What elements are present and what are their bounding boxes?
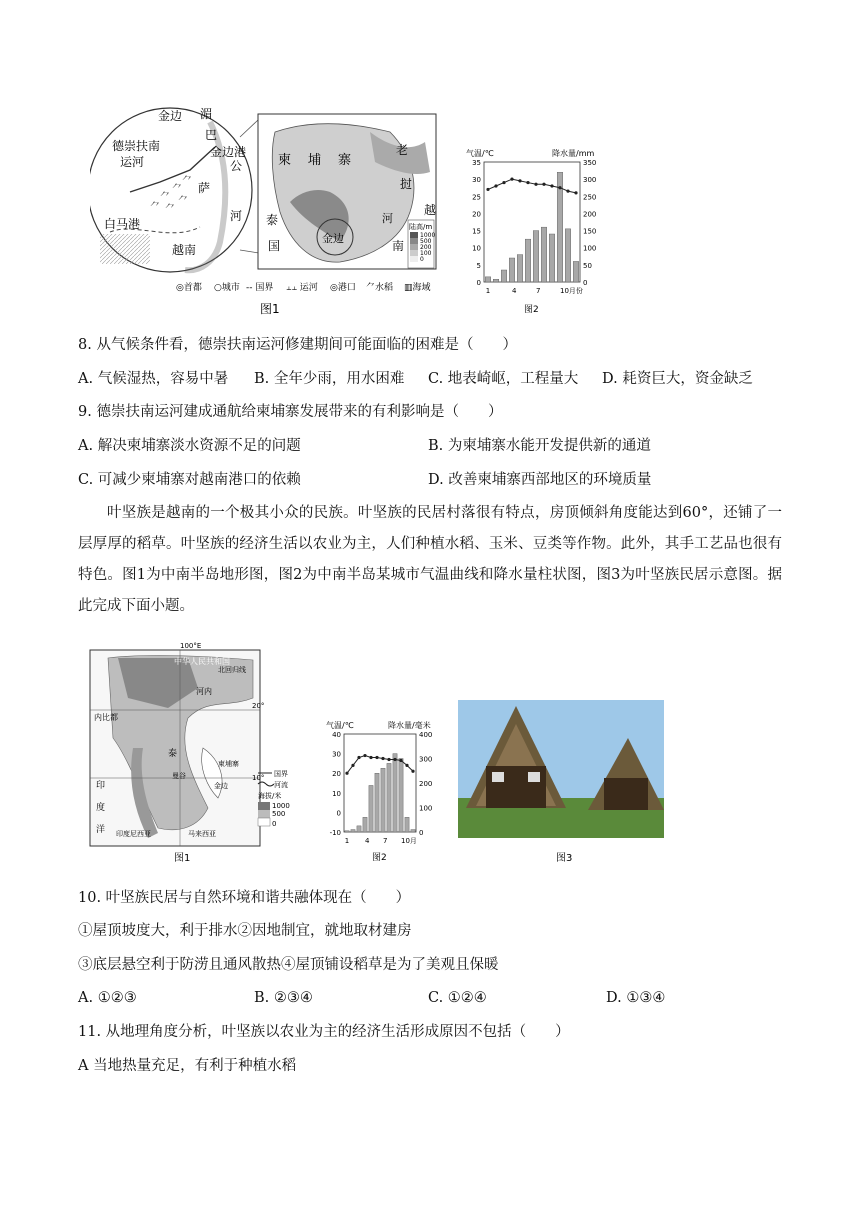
q9-option-b[interactable]: B. 为柬埔寨水能开发提供新的通道 xyxy=(428,438,651,454)
precip-bar xyxy=(381,768,385,832)
temp-point xyxy=(369,756,372,759)
map-label-yue: 越 xyxy=(424,203,437,217)
temp-point xyxy=(351,764,354,767)
map2-legend-0: 0 xyxy=(272,820,277,828)
q10-option-d[interactable]: D. ①③④ xyxy=(606,990,666,1006)
q11-option-a[interactable]: A 当地热量充足，有利于种植水稻 xyxy=(78,1058,297,1074)
q9-option-a[interactable]: A. 解决柬埔寨淡水资源不足的问题 xyxy=(78,438,301,454)
elevation-legend-value: 0 xyxy=(420,256,424,263)
month-tick-label: 1 xyxy=(344,837,350,845)
q11-stem: 11. 从地理角度分析，叶坚族以农业为主的经济生活形成原因不包括（ ） xyxy=(78,1024,570,1040)
temp-point xyxy=(345,772,348,775)
map-legend-rice: ⺈水稻 xyxy=(366,283,394,293)
temp-tick-label: 40 xyxy=(332,731,341,739)
temp-point xyxy=(550,184,553,187)
q8-option-a[interactable]: A. 气候湿热，容易中暑 xyxy=(78,371,229,387)
month-tick-label: 10月份 xyxy=(560,287,583,295)
month-tick-label: 4 xyxy=(365,837,370,845)
map-label-he: 河 xyxy=(382,212,393,225)
temp-point xyxy=(518,179,521,182)
precip-tick-label: 350 xyxy=(583,159,597,167)
map-label-jian: 柬 xyxy=(278,153,292,168)
precip-bar xyxy=(573,261,579,282)
map2-legend-elevation: 海拔/米 xyxy=(258,792,282,800)
map2-label-hanoi: 河内 xyxy=(196,687,212,696)
precip-tick-label: 200 xyxy=(419,780,433,788)
figure-group2-chart xyxy=(320,716,446,870)
temp-point xyxy=(542,183,545,186)
map2-label-yin: 印 xyxy=(96,781,106,791)
temp-tick-label: -10 xyxy=(329,829,341,837)
map2-label-china: 中华人民共和国 xyxy=(174,657,230,666)
temp-tick-label: 5 xyxy=(476,261,481,270)
temp-tick-label: 25 xyxy=(472,193,481,202)
map-label-pu: 埔 xyxy=(308,153,322,168)
map2-label-cambodia: 柬埔寨 xyxy=(218,760,239,768)
figure-1-caption: 图1 xyxy=(260,302,280,316)
map-label-nan: 南 xyxy=(392,239,405,253)
precip-tick-label: 250 xyxy=(583,193,597,202)
q10-statement-1: ①屋顶坡度大，利于排水②因地制宜，就地取材建房 xyxy=(78,923,412,939)
precip-bar xyxy=(363,817,367,832)
chart-caption: 图2 xyxy=(524,305,539,315)
stilt-house-photo xyxy=(458,700,664,838)
elevation-legend-value: 200 xyxy=(420,244,432,251)
svg-text:⺈: ⺈ xyxy=(150,202,160,213)
temp-point xyxy=(393,758,396,761)
temp-point xyxy=(357,756,360,759)
inset-label-sa: 萨 xyxy=(198,181,211,195)
map2-label-phnom-penh: 金边 xyxy=(214,782,228,790)
temp-point xyxy=(526,181,529,184)
precip-bar xyxy=(393,754,397,832)
precip-bar xyxy=(357,826,361,832)
temp-tick-label: 35 xyxy=(472,159,481,167)
map2-label-yang: 洋 xyxy=(96,825,106,835)
inset-label-vietnam: 越南 xyxy=(172,243,197,257)
figure-2-chart xyxy=(462,146,612,316)
precip-bar xyxy=(411,830,415,832)
map2-label-du: 度 xyxy=(96,803,106,813)
temp-tick-label: 10 xyxy=(332,789,341,798)
inset-label-mekong: 湄 xyxy=(200,107,213,121)
temp-tick-label: 0 xyxy=(336,809,341,818)
precip-bar xyxy=(525,239,531,282)
map-legend-canal: ⫠⫠ 运河 xyxy=(286,283,318,293)
elevation-legend-value: 500 xyxy=(420,238,432,245)
chart-caption: 图2 xyxy=(372,853,387,863)
map2-label-10: 10° xyxy=(252,774,265,782)
precip-bar xyxy=(387,763,391,832)
svg-text:⺈: ⺈ xyxy=(182,176,192,187)
map-label-zhai: 寨 xyxy=(338,153,352,168)
q9-option-d[interactable]: D. 改善柬埔寨西部地区的环境质量 xyxy=(428,472,652,488)
temp-point xyxy=(411,770,414,773)
temp-point xyxy=(486,188,489,191)
figure-group2-map-caption: 图1 xyxy=(174,853,191,864)
precip-tick-label: 50 xyxy=(583,261,592,270)
map-legend-port: ◎港口 xyxy=(330,283,356,293)
map-label-lao: 老 xyxy=(396,143,409,157)
inset-label-ba: 巴 xyxy=(205,128,218,142)
temp-tick-label: 10 xyxy=(472,244,481,253)
climate-chart-2 xyxy=(320,716,446,870)
map-legend-sea: ▥海域 xyxy=(404,283,431,293)
temp-point xyxy=(502,181,505,184)
temp-tick-label: 20 xyxy=(472,210,481,219)
temp-tick-label: 30 xyxy=(472,176,481,185)
map-legend-capital: ◎首都 xyxy=(176,283,202,293)
map2-label-indonesia: 印度尼西亚 xyxy=(116,830,151,838)
temp-point xyxy=(363,754,366,757)
svg-text:⺈: ⺈ xyxy=(172,184,182,195)
precip-bar xyxy=(345,831,349,832)
map2-legend-1000: 1000 xyxy=(272,802,290,810)
passage-paragraph: 叶坚族是越南的一个极其小众的民族。叶坚族的民居村落很有特点，房顶倾斜角度能达到60°，还铺了一层厚厚的稻草。叶坚族的经济生活以农业为主，人们种植水稻、玉米、豆类等作物。此外，其手工艺品也很有特色。图1为中南半岛地形图，图2为中南半岛某城市气温曲线和降水量柱状图，图3为叶坚族民居示意图。据此完成下面小题。 xyxy=(78,505,782,614)
map-label-wo: 挝 xyxy=(400,177,413,191)
temp-point xyxy=(558,186,561,189)
precip-bar xyxy=(369,785,373,832)
precip-axis-title: 降水量/毫米 xyxy=(388,721,431,730)
temp-point xyxy=(399,759,402,762)
temp-tick-label: 30 xyxy=(332,750,341,759)
precip-tick-label: 300 xyxy=(419,755,433,764)
temp-axis-title: 气温/℃ xyxy=(326,721,354,730)
svg-text:⺈: ⺈ xyxy=(160,192,170,203)
precip-bar xyxy=(533,231,539,282)
figure-3-caption: 图3 xyxy=(556,853,573,864)
q9-option-c[interactable]: C. 可减少柬埔寨对越南港口的依赖 xyxy=(78,472,301,488)
temp-point xyxy=(510,178,513,181)
temp-point xyxy=(381,757,384,760)
map-label-guo: 国 xyxy=(268,239,281,253)
precip-bar xyxy=(501,270,507,282)
elevation-legend-value: 100 xyxy=(420,250,432,257)
inset-label-canal: 运河 xyxy=(120,155,145,169)
precip-tick-label: 100 xyxy=(583,244,597,253)
temp-point xyxy=(494,184,497,187)
precip-bar xyxy=(405,817,409,832)
q10-option-b[interactable]: B. ②③④ xyxy=(254,990,313,1006)
q10-stem: 10. 叶坚族民居与自然环境和谐共融体现在（ ） xyxy=(78,890,411,906)
map2-label-malaysia: 马来西亚 xyxy=(188,830,216,838)
map-legend-border: -- 国界 xyxy=(246,283,274,293)
temp-point xyxy=(387,758,390,761)
precip-bar xyxy=(351,830,355,832)
precip-bar xyxy=(517,255,523,282)
q8-option-c[interactable]: C. 地表崎岖，工程量大 xyxy=(428,371,579,387)
precip-bar xyxy=(565,229,571,282)
elevation-legend-value: 1000 xyxy=(420,232,436,239)
precip-tick-label: 200 xyxy=(583,210,597,219)
month-tick-label: 7 xyxy=(536,287,541,295)
temp-point xyxy=(405,764,408,767)
map2-legend-500: 500 xyxy=(272,810,286,818)
q10-statement-2: ③底层悬空利于防涝且通风散热④屋顶铺设稻草是为了美观且保暖 xyxy=(78,957,499,973)
temp-tick-label: 20 xyxy=(332,770,341,779)
elevation-legend-title: 陆高/m xyxy=(409,223,433,231)
map2-label-tropic: 北回归线 xyxy=(218,666,246,674)
temp-point xyxy=(574,191,577,194)
temp-point xyxy=(566,190,569,193)
precip-tick-label: 100 xyxy=(419,804,433,813)
svg-text:⺈: ⺈ xyxy=(178,196,188,207)
q10-option-c[interactable]: C. ①②④ xyxy=(428,990,487,1006)
inset-label-river: 河 xyxy=(230,209,243,223)
precip-tick-label: 400 xyxy=(419,731,433,739)
map2-label-bangkok: 曼谷 xyxy=(172,772,186,780)
map2-label-thai: 泰 xyxy=(168,749,178,759)
month-tick-label: 4 xyxy=(512,287,517,295)
temp-axis-title: 气温/℃ xyxy=(466,149,494,158)
precip-bar xyxy=(399,759,403,833)
precip-bar xyxy=(549,234,555,282)
map2-label-100e: 100°E xyxy=(180,642,202,650)
inset-label-canal-name: 德崇扶南 xyxy=(112,139,161,153)
inset-label-port: 金边港 xyxy=(210,145,247,159)
map2-label-naypyidaw: 内比都 xyxy=(94,713,118,722)
inset-label-kep: 白马港 xyxy=(104,217,141,231)
precip-tick-label: 0 xyxy=(419,829,424,837)
map2-legend-river: 河流 xyxy=(274,781,288,789)
map2-legend-border: 国界 xyxy=(274,770,288,778)
month-tick-label: 7 xyxy=(383,837,388,845)
month-tick-label: 1 xyxy=(485,287,491,295)
precip-tick-label: 150 xyxy=(583,227,597,236)
map-label-tai: 泰 xyxy=(266,213,279,227)
precip-bar xyxy=(541,227,547,282)
map-legend-city: ○城市 xyxy=(214,283,240,293)
q9-stem: 9. 德崇扶南运河建成通航给柬埔寨发展带来的有利影响是（ ） xyxy=(78,404,503,420)
climate-chart-1 xyxy=(462,146,612,316)
map-label-phnom-penh: 金边 xyxy=(322,232,344,245)
precip-bar xyxy=(375,773,379,832)
q8-option-d[interactable]: D. 耗资巨大，资金缺乏 xyxy=(602,371,753,387)
inset-label-phnom-penh: 金边 xyxy=(158,109,183,123)
month-tick-label: 10月 xyxy=(401,837,417,845)
precip-bar xyxy=(493,279,499,282)
q8-option-b[interactable]: B. 全年少雨，用水困难 xyxy=(254,371,405,387)
precip-bar xyxy=(509,258,515,282)
precip-tick-label: 300 xyxy=(583,176,597,185)
temp-point xyxy=(375,756,378,759)
precip-axis-title: 降水量/mm xyxy=(552,149,595,158)
precip-tick-label: 0 xyxy=(583,279,588,287)
inset-label-gong: 公 xyxy=(230,159,243,173)
precip-bar xyxy=(485,277,491,282)
temp-point xyxy=(534,183,537,186)
map2-label-20: 20° xyxy=(252,702,265,710)
temp-tick-label: 0 xyxy=(476,279,481,287)
q10-option-a[interactable]: A. ①②③ xyxy=(78,990,137,1006)
svg-text:⺈: ⺈ xyxy=(165,204,175,215)
temp-tick-label: 15 xyxy=(472,227,481,236)
q8-stem: 8. 从气候条件看，德崇扶南运河修建期间可能面临的困难是（ ） xyxy=(78,337,517,353)
